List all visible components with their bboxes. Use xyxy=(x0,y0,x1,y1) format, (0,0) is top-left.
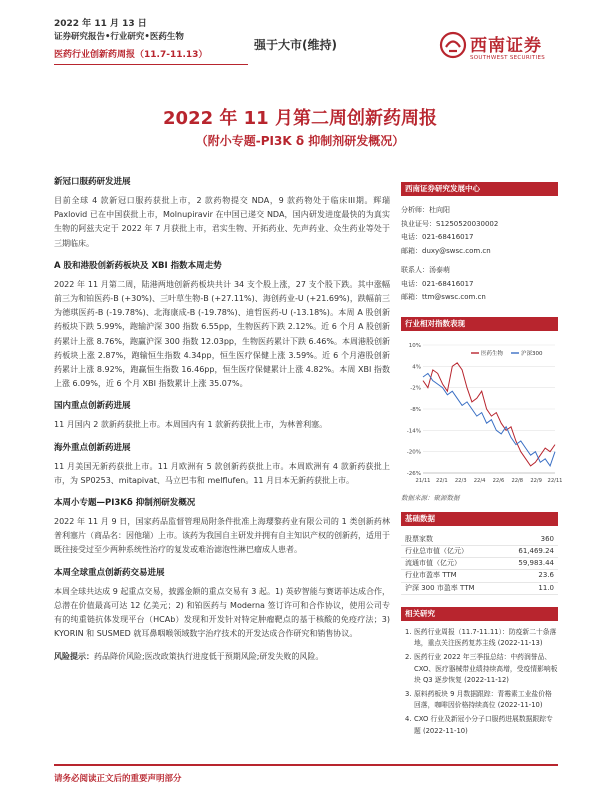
series-line-0 xyxy=(423,362,555,465)
sidebar xyxy=(401,182,563,740)
section-heading: 本周小专题—PI3Kδ 抑制剂研发概况 xyxy=(54,498,196,509)
metric-row xyxy=(401,583,558,595)
section-covid-drugs xyxy=(54,176,390,251)
analyst-email[interactable]: 邮箱：duxy@swsc.com.cn xyxy=(401,246,491,255)
report-series-title: 医药行业创新药周报（11.7-11.13） xyxy=(54,50,208,60)
section-heading: 海外重点创新药进展 xyxy=(54,442,131,453)
risk-text: 药品降价风险;医改政策执行进度低于预期风险;研发失败的风险。 xyxy=(94,652,324,662)
summary-column xyxy=(54,176,390,674)
logo-name-cn: 西南证券 xyxy=(470,36,542,56)
page-subtitle: （附小专题-PI3K δ 抑制剂研发概况） xyxy=(195,134,405,148)
header-divider xyxy=(54,64,248,65)
contact-name: 联系人：汤泰萌 xyxy=(401,266,450,274)
y-tick-label: 4% xyxy=(412,363,421,370)
chart-source: 数据来源：聚源数据 xyxy=(401,493,460,502)
x-tick-label: 22/3 xyxy=(454,477,467,484)
related-item-number: 1. xyxy=(405,627,412,636)
section-weekly-topic xyxy=(54,497,390,558)
contact-email[interactable]: 邮箱：ttm@swsc.com.cn xyxy=(401,293,486,301)
page-title: 2022 年 11 月第二周创新药周报 xyxy=(163,108,437,129)
section-heading: 新冠口服药研发进展 xyxy=(54,177,131,187)
analyst-name: 分析师：杜向阳 xyxy=(401,206,450,214)
y-tick-label: -2% xyxy=(410,385,421,392)
industry-rating: 强于大市(维持) xyxy=(254,38,337,52)
risk-label: 风险提示： xyxy=(54,652,94,662)
section-heading: 国内重点创新药进展 xyxy=(54,401,131,412)
report-date: 2022 年 11 月 13 日 xyxy=(54,19,147,29)
report-header xyxy=(0,0,600,80)
y-tick-label: -8% xyxy=(410,406,421,413)
section-text: 本周全球共达成 9 起重点交易，披露金额的重点交易有 3 起。1) 英矽智能与赛诺菲达成合作，总潜在价值最高可达 12 亿美元；2) 和铂医药与 Moderna 签订许可和合作协议，使用公司专有的纯重链抗体发现平台（HCAb）发现和开发针对特定肿瘤靶点的基于核酸的免疫疗法；3) KYORIN 和 SUSMED 就耳鼻咽喉领域数字治疗技术的开发达成合作研究和销售协议。 xyxy=(54,586,390,639)
legend-label: 医药生物 xyxy=(481,350,504,357)
related-research-heading: 相关研究 xyxy=(401,607,558,621)
section-text: 11 月国内 2 款新药获批上市。本周国内有 1 款新药获批上市，为林普利塞。 xyxy=(54,420,328,430)
section-text: 11 月美国无新药获批上市。11 月欧洲有 5 款创新药获批上市。本周欧洲有 4 款新药获批上市，为 SP0253、mitapivat、马立巴韦和 melflufen。11 月日本无新药获批上市。 xyxy=(54,461,390,485)
metric-label: 沪深 300 市盈率 TTM xyxy=(405,583,475,592)
logo-mark-icon xyxy=(440,32,466,58)
basic-data-table xyxy=(401,534,558,595)
company-logo xyxy=(440,30,560,70)
related-research-list xyxy=(401,627,558,737)
section-heading: 本周全球重点创新药交易进展 xyxy=(54,567,165,578)
section-text: 2022 年 11 月第二周，陆港两地创新药板块共计 34 支个股上涨，27 支个股下跌。其中涨幅前三为和铂医药-B (+30%)、三叶草生物-B (+27.11%)、海创药业-U (+21.69%)，跌幅前三为德琪医药-B (-19.78%)、北海康成-B (-19.78%)、迪哲医药-U (-13.18%)。本周 A 股创新药板块下跌 5.99%，跑输沪深 300 指数 6.55pp，生物医药下跌 2.12%。近 6 个月 A 股创新药累计上涨 8.76%，跑赢沪深 300 指数 12.03pp，生物医药累计下跌 6.46%。本周港股创新药板块上涨 2.87%，跑输恒生指数 4.34pp，恒生医疗保健上涨 3.59%。近 6 个月港股创新药累计上涨 8.92%，跑赢恒生指数 16.46pp，恒生医疗保健累计上涨 4.82%。本周 XBI 指数上涨 6.09%，近 6 个月 XBI 指数累计上涨 35.07%。 xyxy=(54,279,390,389)
y-tick-label: -20% xyxy=(406,449,421,456)
related-research-item[interactable] xyxy=(405,627,558,649)
related-item-text: 医药行业 2022 年三季报总结：中药润誉品、CXO、医疗器械带业绩持续高增，受疫情影响板块 Q3 逐步恢复 (2022-11-12) xyxy=(414,653,558,684)
analyst-phone: 电话：021-68416017 xyxy=(401,233,474,241)
section-text: 2022 年 11 月 9 日，国家药品监督管理局附条件批准上海璎黎药业有限公司的 1 类创新药林普利塞片（商品名：因他瑞）上市。该药为我国自主研发并拥有自主知识产权的创新药，适用于既往接受过至少两种系统性治疗的复发或难治滤泡性淋巴瘤成人患者。 xyxy=(54,517,390,555)
risk-warning xyxy=(54,650,390,664)
metric-value: 11.0 xyxy=(538,583,554,592)
metric-row xyxy=(401,570,558,582)
metric-value: 360 xyxy=(540,534,554,543)
legend-label: 沪深300 xyxy=(521,350,543,357)
basic-data-heading: 基础数据 xyxy=(401,512,558,526)
related-research-item[interactable] xyxy=(405,652,558,686)
metric-row xyxy=(401,546,558,558)
related-research-item[interactable] xyxy=(405,689,558,711)
section-domestic-progress xyxy=(54,400,390,432)
x-tick-label: 21/11 xyxy=(415,477,431,484)
metric-row xyxy=(401,558,558,570)
y-tick-label: 10% xyxy=(408,342,421,349)
metric-row xyxy=(401,534,558,546)
metric-label: 流通市值（亿元） xyxy=(405,559,461,568)
related-item-number: 4. xyxy=(405,715,412,724)
series-line-1 xyxy=(423,373,555,466)
related-item-text: 原料药板块 9 月数据跟踪：青霉素工业盐价格回落，咖啡因价格持续高位 (2022-11-10) xyxy=(414,690,552,710)
x-tick-label: 22/6 xyxy=(492,477,505,484)
x-tick-label: 22/4 xyxy=(473,477,486,484)
related-research-item[interactable] xyxy=(405,714,558,736)
section-global-deals xyxy=(54,567,390,642)
metric-label: 股票家数 xyxy=(405,534,433,543)
y-tick-label: -26% xyxy=(406,470,421,477)
metric-value: 61,469.24 xyxy=(518,546,554,555)
metric-label: 行业总市值（亿元） xyxy=(405,546,468,555)
footer-divider xyxy=(54,764,558,766)
research-center-heading: 西南证券研究发展中心 xyxy=(401,182,558,196)
index-chart xyxy=(401,339,563,489)
section-market-trend xyxy=(54,260,390,392)
report-type: 证券研究报告•行业研究•医药生物 xyxy=(54,32,184,42)
metric-label: 行业市盈率 TTM xyxy=(405,571,457,580)
section-text: 目前全球 4 款新冠口服药获批上市，2 款药物提交 NDA，9 款药物处于临床III期。辉瑞 Paxlovid 已在中国获批上市，Molnupiravir 在中国已递交 NDA，国内研发进度最快的为真实生物的阿兹夫定于 2022 年 7 月获批上市，君实生物、开拓药业、先声药业、众生药业等处于三期临床。 xyxy=(54,196,390,248)
section-overseas-progress xyxy=(54,442,390,488)
related-item-number: 3. xyxy=(405,690,412,698)
metric-value: 23.6 xyxy=(538,571,554,580)
x-tick-label: 22/9 xyxy=(530,477,542,484)
contact-phone: 电话：021-68416017 xyxy=(401,279,474,288)
related-item-text: 医药行业周报（11.7-11.11）：防疫新二十条落地，重点关注医药复苏主线 (2022-11-13) xyxy=(414,627,557,648)
footer-disclaimer: 请务必阅读正文后的重要声明部分 xyxy=(54,774,182,784)
related-item-text: CXO 行业及新冠小分子口服药进展数据跟踪专题 (2022-11-10) xyxy=(414,715,553,735)
section-heading: A 股和港股创新药板块及 XBI 指数本周走势 xyxy=(54,260,222,271)
analyst-cert: 执业证号：S1250520030002 xyxy=(401,219,499,228)
related-item-number: 2. xyxy=(405,653,412,662)
analyst-info xyxy=(401,204,558,305)
metric-value: 59,983.44 xyxy=(518,559,554,568)
x-tick-label: 22/11 xyxy=(547,477,563,484)
x-tick-label: 22/1 xyxy=(436,477,448,484)
x-tick-label: 22/8 xyxy=(511,477,524,484)
relative-index-chart xyxy=(401,339,563,489)
index-chart-heading: 行业相对指数表现 xyxy=(401,317,558,331)
y-tick-label: -14% xyxy=(406,427,421,434)
logo-name-en: SOUTHWEST SECURITIES xyxy=(470,55,546,61)
